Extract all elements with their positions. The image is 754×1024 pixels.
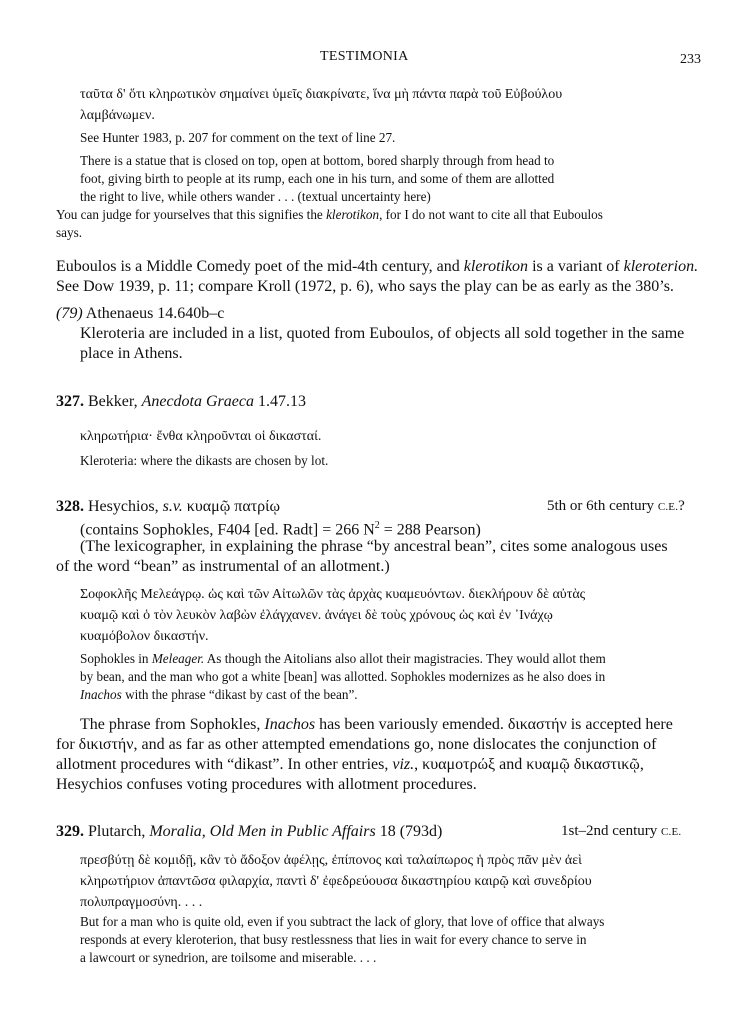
- translation-line: responds at every kleroterion, that busy restlessness that lies in wait for every chance to serve in: [80, 932, 587, 947]
- entry-328-heading: 328. Hesychios, s.v. κυαμῷ πατρίῳ: [56, 498, 280, 515]
- entry-328-greek: [80, 584, 585, 647]
- entry-328-translation: [80, 650, 606, 704]
- commentary-euboulos: [56, 257, 698, 297]
- greek-line: κυαμόβολον δικαστήν.: [80, 629, 209, 644]
- greek-line: λαμβάνωμεν.: [80, 108, 155, 123]
- entry-number: 329.: [56, 823, 84, 840]
- entry-number: 327.: [56, 393, 84, 410]
- text-line: place in Athens.: [80, 345, 183, 362]
- entry-79-heading: [56, 304, 224, 324]
- work-title: Meleager.: [151, 651, 205, 666]
- commentary-line: for δικιστήν, and as far as other attempted emendations go, none dislocates the conjunction of: [56, 736, 657, 753]
- entry-327-heading: 327. Bekker, Anecdota Graeca 1.47.13: [56, 393, 306, 410]
- greek-line: κληρωτήριον ἀπαντῶσα φιλαρχία, παντὶ δ' ἐφεδρεύουσα δικαστηρίου καιρῷ καὶ συνεδρίου: [80, 874, 592, 889]
- entry-329-translation: [80, 913, 604, 967]
- lemma: κυαμῷ πατρίῳ: [182, 498, 280, 515]
- entry-number: (79): [56, 305, 83, 322]
- greek-line: πρεσβύτῃ δὲ κομιδῇ, κἂν τὸ ἄδοξον ἀφέλῃς, ἐπίπονος καὶ ταλαίπωρος ἡ πρὸς πᾶν μὲν ἀεὶ: [80, 853, 582, 868]
- greek-continuation: [80, 84, 562, 126]
- entry-328-commentary: [56, 715, 673, 795]
- judge-translation: [56, 206, 603, 242]
- sub-voce: s.v.: [162, 498, 183, 515]
- translation-line: by bean, and the man who got a white [bean] was allotted. Sophokles modernizes as he also does in: [80, 669, 606, 684]
- entry-source: Athenaeus 14.640b–c: [82, 305, 225, 322]
- greek-line: ταῦτα δ' ὅτι κληρωτικὸν σημαίνει ὑμεῖς διακρίνατε, ἵνα μὴ πάντα παρὰ τοῦ Εὐβούλου: [80, 87, 563, 102]
- entry-328-contains: (contains Sophokles, F404 [ed. Radt] = 266 $N^2 = 288$ Pearson): [80, 520, 481, 539]
- entry-79-text: [80, 324, 684, 364]
- translation-line: Inachos with the phrase “dikast by cast of the bean”.: [80, 687, 358, 702]
- running-header: TESTIMONIA: [320, 49, 409, 64]
- greek-line: Σοφοκλῆς Μελεάγρῳ. ὡς καὶ τῶν Αἰτωλῶν τὰς ἀρχὰς κυαμευόντων. διεκλήρουν δὲ αὐτὰς: [80, 587, 586, 602]
- entry-327-translation: Kleroteria: where the dikasts are chosen by lot.: [80, 453, 329, 468]
- text-line: of the word “bean” as instrumental of an allotment.): [56, 558, 390, 575]
- entry-327-greek: κληρωτήρια· ἔνθα κληροῦνται οἱ δικασταί.: [80, 429, 322, 444]
- page-number: 233: [680, 52, 701, 67]
- term: kleroterion.: [623, 258, 699, 275]
- text-line: Kleroteria are included in a list, quoted from Euboulos, of objects all sold together in the same: [80, 325, 685, 342]
- statue-translation: [80, 152, 554, 206]
- greek-line: πολυπραγμοσύνη. . . .: [80, 895, 203, 910]
- entry-329-heading: 329. Plutarch, Moralia, Old Men in Public Affairs 18 (793d): [56, 823, 443, 840]
- work-title: Inachos: [80, 687, 122, 702]
- work-title: Anecdota Graeca: [141, 393, 254, 410]
- text-line: (The lexicographer, in explaining the phrase “by ancestral bean”, cites some analogous uses: [80, 538, 668, 555]
- entry-number: 328.: [56, 498, 84, 515]
- translation-line: There is a statue that is closed on top, open at bottom, bored sharply through from head to: [80, 153, 555, 168]
- entry-329-greek: [80, 850, 592, 913]
- translation-line: Sophokles in Meleager. As though the Aitolians also allot their magistracies. They would allot them: [80, 651, 606, 666]
- work-title: Inachos: [264, 716, 316, 733]
- commentary-line: allotment procedures with “dikast”. In other entries, viz., κυαμοτρώξ and κυαμῷ δικαστικῷ,: [56, 756, 644, 773]
- translation-line: says.: [56, 225, 83, 240]
- translation-line: You can judge for yourselves that this signifies the klerotikon, for I do not want to cite all that Euboulos: [56, 207, 603, 222]
- translation-line: a lawcourt or synedrion, are toilsome and miserable. . . .: [80, 950, 377, 965]
- greek-line: κυαμῷ καὶ ὁ τὸν λευκὸν λαβὼν ἐλάγχανεν. ἀνάγει δὲ τοὺς χρόνους ὡς καὶ ἐν ᾿Ινάχῳ: [80, 608, 553, 623]
- entry-329-date: 1st–2nd century C.E.: [561, 823, 682, 839]
- work-title: Moralia, Old Men in Public Affairs: [149, 823, 376, 840]
- entry-328-date: 5th or 6th century C.E.?: [547, 498, 685, 514]
- translation-line: But for a man who is quite old, even if you subtract the lack of glory, that love of office that always: [80, 914, 605, 929]
- commentary-line: See Dow 1939, p. 11; compare Kroll (1972, p. 6), who says the play can be as early as the 380’s.: [56, 278, 674, 295]
- commentary-line: Hesychios confuses voting procedures with allotment procedures.: [56, 776, 477, 793]
- term: klerotikon: [463, 258, 529, 275]
- commentary-line: Euboulos is a Middle Comedy poet of the mid-4th century, and klerotikon is a variant of kleroterion.: [56, 258, 699, 275]
- entry-328-explanation: [56, 537, 668, 577]
- translation-line: the right to live, while others wander . . . (textual uncertainty here): [80, 189, 431, 204]
- commentary-line: The phrase from Sophokles, Inachos has been variously emended. δικαστήν is accepted here: [80, 716, 673, 733]
- hunter-note: See Hunter 1983, p. 207 for comment on the text of line 27.: [80, 130, 396, 145]
- translation-line: foot, giving birth to people at its rump, each one in his turn, and some of them are allotted: [80, 171, 555, 186]
- term: klerotikon: [326, 207, 380, 222]
